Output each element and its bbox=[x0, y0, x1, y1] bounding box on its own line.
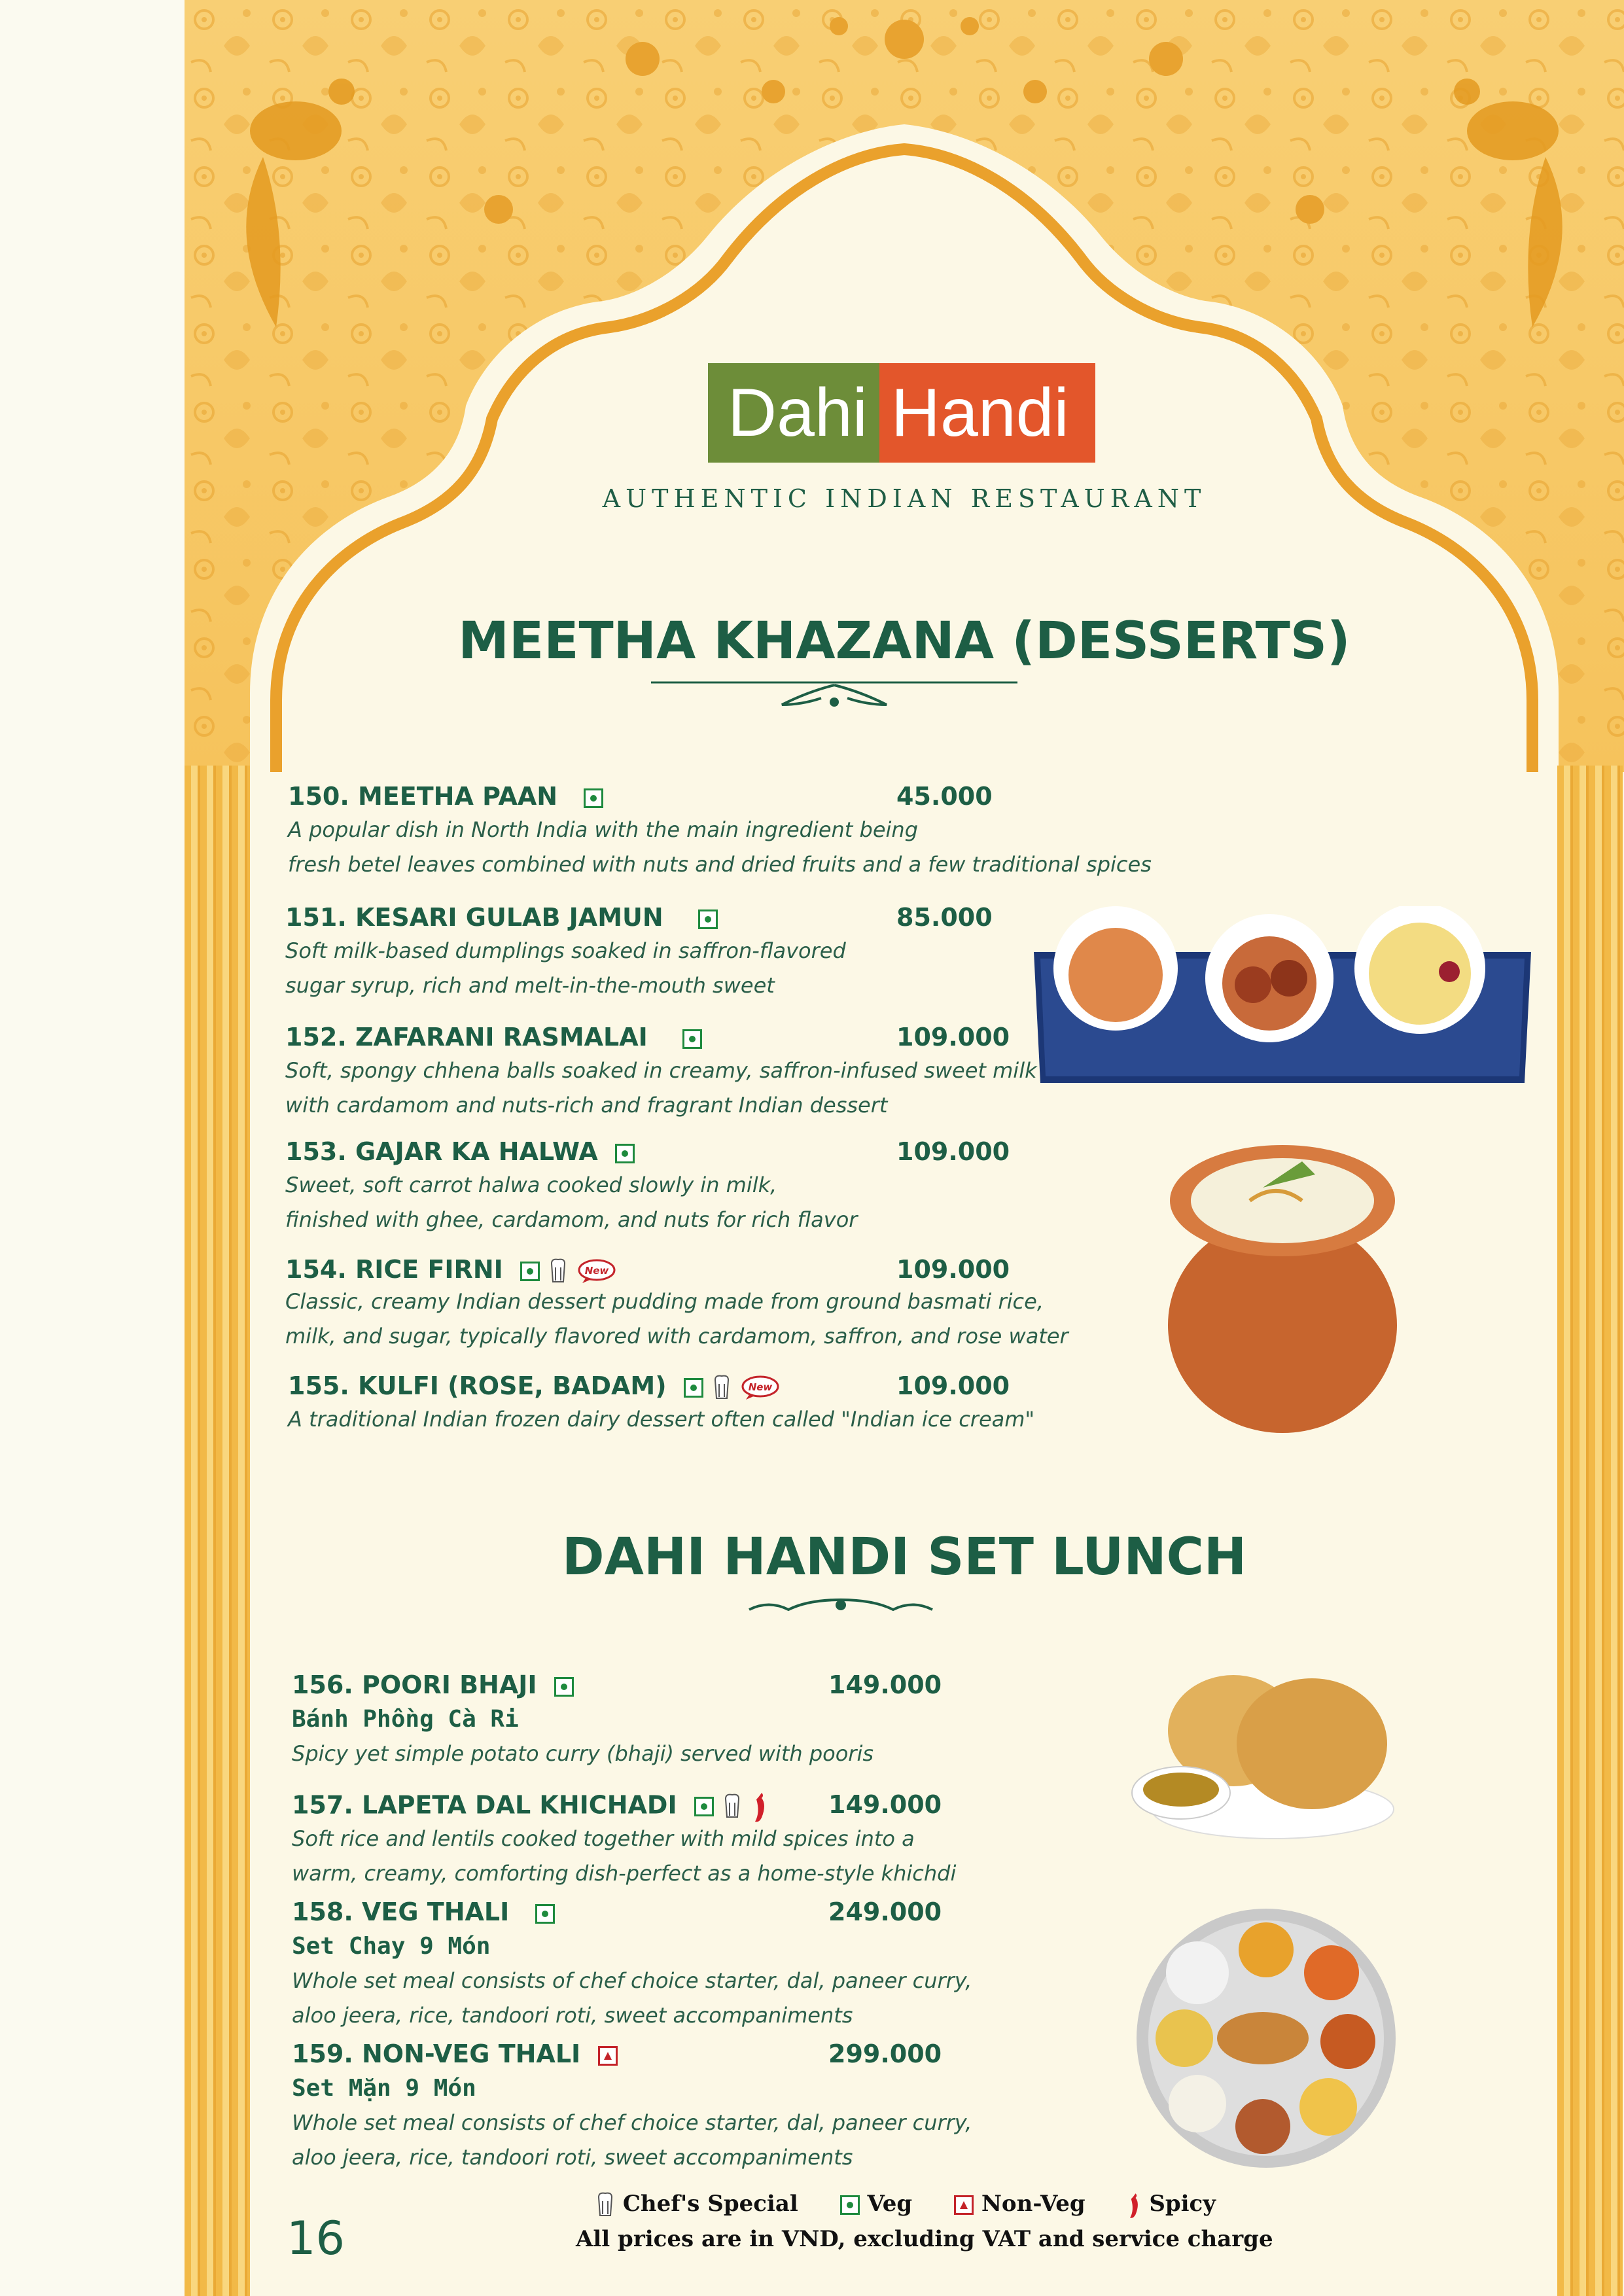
menu-item-name: 159. NON-VEG THALI bbox=[292, 2040, 618, 2068]
menu-item-description: milk, and sugar, typically flavored with cardamom, saffron, and rose water bbox=[285, 1324, 1068, 1349]
title-divider-ornament bbox=[710, 1593, 972, 1633]
chef-special-icon bbox=[548, 1258, 568, 1284]
veg-icon bbox=[535, 1904, 555, 1924]
desserts-title: MEETHA KHAZANA (DESSERTS) bbox=[458, 612, 1350, 671]
menu-item-description: A popular dish in North India with the main ingredient being bbox=[288, 817, 918, 842]
legend-non-veg bbox=[954, 2191, 1093, 2217]
menu-item-vietnamese-name: Set Mặn 9 Món bbox=[292, 2075, 476, 2102]
new-badge-text: New bbox=[584, 1264, 609, 1277]
veg-icon bbox=[698, 910, 718, 929]
menu-item-price: 109.000 bbox=[896, 1023, 1010, 1051]
menu-item-price: 299.000 bbox=[828, 2040, 942, 2068]
menu-item-description: A traditional Indian frozen dairy dessert often called "Indian ice cream" bbox=[288, 1407, 1035, 1432]
dessert-trio-photo bbox=[1027, 906, 1538, 1089]
menu-item-description: aloo jeera, rice, tandoori roti, sweet accompaniments bbox=[292, 2145, 853, 2170]
veg-icon bbox=[554, 1677, 574, 1697]
menu-item-price: 149.000 bbox=[828, 1790, 942, 1819]
legend-chef-special bbox=[595, 2191, 806, 2217]
veg-icon bbox=[584, 788, 603, 808]
firni-clay-pot-photo bbox=[1158, 1129, 1407, 1436]
menu-item-description: Soft milk-based dumplings soaked in saffron-flavored bbox=[285, 938, 846, 963]
menu-item-price: 149.000 bbox=[828, 1670, 942, 1699]
menu-item-name: 151. KESARI GULAB JAMUN bbox=[285, 903, 718, 932]
menu-item-description: Whole set meal consists of chef choice starter, dal, paneer curry, bbox=[292, 2110, 972, 2135]
menu-item-description: sugar syrup, rich and melt-in-the-mouth sweet bbox=[285, 973, 775, 998]
page-number: 16 bbox=[287, 2212, 345, 2265]
veg-icon bbox=[840, 2195, 860, 2215]
new-badge-icon bbox=[577, 1258, 616, 1284]
chili-spicy-icon bbox=[1127, 2191, 1141, 2219]
menu-item-vietnamese-name: Bánh Phồng Cà Ri bbox=[292, 1706, 519, 1733]
veg-icon bbox=[682, 1029, 702, 1049]
non-veg-icon bbox=[954, 2195, 974, 2215]
logo-text-dahi: Dahi bbox=[708, 363, 879, 463]
menu-item-name: 156. POORI BHAJI bbox=[292, 1670, 574, 1699]
chef-special-icon bbox=[595, 2192, 615, 2218]
legend-veg-label: Veg bbox=[867, 2191, 913, 2217]
menu-item-vietnamese-name: Set Chay 9 Món bbox=[292, 1933, 491, 1960]
legend-veg bbox=[840, 2191, 920, 2217]
menu-item-description: with cardamom and nuts-rich and fragrant Indian dessert bbox=[285, 1093, 888, 1118]
menu-item-description: Soft, spongy chhena balls soaked in creamy, saffron-infused sweet milk bbox=[285, 1058, 1037, 1083]
chili-spicy-icon bbox=[751, 1790, 768, 1823]
poori-bhaji-photo bbox=[1122, 1672, 1397, 1842]
menu-item-price: 85.000 bbox=[896, 903, 993, 932]
title-divider-ornament bbox=[651, 677, 1017, 716]
menu-item-price: 109.000 bbox=[896, 1371, 1010, 1400]
menu-item-description: Spicy yet simple potato curry (bhaji) served with pooris bbox=[292, 1741, 874, 1766]
menu-item-description: finished with ghee, cardamom, and nuts for rich flavor bbox=[285, 1207, 858, 1232]
chef-special-icon bbox=[722, 1793, 742, 1820]
menu-item-description: aloo jeera, rice, tandoori roti, sweet accompaniments bbox=[292, 2003, 853, 2028]
menu-item-price: 109.000 bbox=[896, 1137, 1010, 1166]
chef-special-icon bbox=[712, 1375, 732, 1401]
menu-item-price: 249.000 bbox=[828, 1898, 942, 1926]
legend-spicy bbox=[1127, 2191, 1216, 2217]
veg-icon bbox=[684, 1378, 703, 1398]
menu-item-description: Whole set meal consists of chef choice starter, dal, paneer curry, bbox=[292, 1968, 972, 1993]
page-margin bbox=[0, 0, 185, 2296]
legend bbox=[595, 2191, 1250, 2219]
legend-spicy-label: Spicy bbox=[1149, 2191, 1216, 2217]
price-note: All prices are in VND, excluding VAT and service charge bbox=[576, 2226, 1273, 2252]
set-lunch-title: DAHI HANDI SET LUNCH bbox=[561, 1528, 1247, 1587]
menu-item-name: 157. LAPETA DAL KHICHADI bbox=[292, 1790, 768, 1823]
veg-icon bbox=[615, 1144, 635, 1163]
menu-item-description: Sweet, soft carrot halwa cooked slowly in milk, bbox=[285, 1173, 777, 1197]
new-badge-icon bbox=[741, 1375, 780, 1401]
menu-item-name: 155. KULFI (ROSE, BADAM) New bbox=[288, 1371, 780, 1401]
new-badge-text: New bbox=[748, 1381, 772, 1393]
legend-chef-label: Chef's Special bbox=[622, 2191, 798, 2217]
menu-item-name: 153. GAJAR KA HALWA bbox=[285, 1137, 635, 1166]
thali-platter-photo bbox=[1135, 1901, 1397, 2176]
menu-item-description: fresh betel leaves combined with nuts and dried fruits and a few traditional spices bbox=[288, 852, 1152, 877]
menu-item-description: Soft rice and lentils cooked together with mild spices into a bbox=[292, 1826, 915, 1851]
logo-text-handi: Handi bbox=[879, 363, 1095, 463]
menu-item-name: 150. MEETHA PAAN bbox=[288, 782, 603, 811]
legend-nonveg-label: Non-Veg bbox=[981, 2191, 1086, 2217]
menu-item-name: 152. ZAFARANI RASMALAI bbox=[285, 1023, 702, 1051]
brand-logo bbox=[708, 363, 1095, 463]
menu-item-name: 154. RICE FIRNI New bbox=[285, 1255, 616, 1284]
menu-item-price: 109.000 bbox=[896, 1255, 1010, 1284]
menu-item-description: warm, creamy, comforting dish-perfect as a home-style khichdi bbox=[292, 1861, 957, 1886]
restaurant-tagline: AUTHENTIC INDIAN RESTAURANT bbox=[602, 484, 1207, 513]
menu-item-description: Classic, creamy Indian dessert pudding made from ground basmati rice, bbox=[285, 1289, 1044, 1314]
menu-item-price: 45.000 bbox=[896, 782, 993, 811]
veg-icon bbox=[520, 1262, 540, 1281]
menu-item-name: 158. VEG THALI bbox=[292, 1898, 555, 1926]
veg-icon bbox=[694, 1797, 714, 1816]
non-veg-icon bbox=[598, 2046, 618, 2066]
